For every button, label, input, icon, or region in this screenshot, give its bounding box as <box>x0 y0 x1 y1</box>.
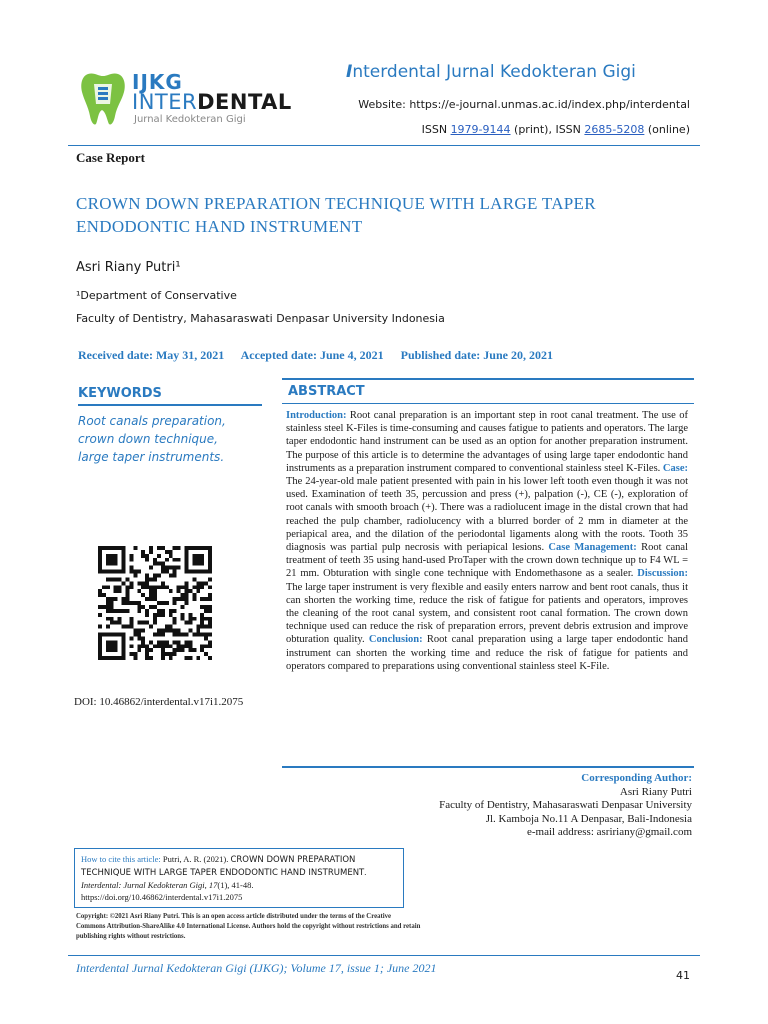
qr-code-icon <box>98 546 212 660</box>
article-type: Case Report <box>76 150 145 165</box>
tooth-logo-icon <box>80 70 126 128</box>
abstract-bottom-divider <box>282 766 694 768</box>
journal-logo <box>80 68 310 130</box>
issn-print-link[interactable]: 1979-9144 <box>450 123 511 136</box>
doi-link[interactable]: DOI: 10.46862/interdental.v17i1.2075 <box>74 696 244 708</box>
received-date: Received date: May 31, 2021 <box>78 348 225 362</box>
keywords-list: Root canals preparation, crown down technique, large taper instruments. <box>78 414 226 464</box>
published-date: Published date: June 20, 2021 <box>400 348 553 362</box>
copyright-notice: Copyright: ©2021 Asri Riany Putri. This is an open access article distributed under the terms of the Creative Commons Attribution-ShareAlike 4.0 International License. Authors hold the copyright without restrictions and retain publishing rights without restrictions. <box>76 913 421 940</box>
author-email[interactable]: e-mail address: asririany@gmail.com <box>527 826 692 838</box>
logo-ijkg: IJKG <box>132 70 183 94</box>
citation-doi-link[interactable]: (1), 41-48. https://doi.org/10.46862/interdental.v17i1.2075 <box>81 880 254 902</box>
page-number: 41 <box>676 969 690 982</box>
issn-online-link[interactable]: 2685-5208 <box>584 123 645 136</box>
keywords-divider <box>78 404 262 406</box>
affiliation-faculty: Faculty of Dentistry, Mahasaraswati Denpasar University Indonesia <box>76 312 445 325</box>
keywords-heading: KEYWORDS <box>78 386 162 401</box>
citation-box: How to cite this article: Putri, A. R. (2021). CROWN DOWN PREPARATION TECHNIQUE WITH LARGE TAPER ENDODONTIC HAND INSTRUMENT. Interdental: Jurnal Kedokteran Gigi, 17(1), 41-48. https://doi.org/10.46862/interdental.v17i1.2075 <box>74 848 404 908</box>
abstract-heading: ABSTRACT <box>288 384 365 399</box>
article-title: CROWN DOWN PREPARATION TECHNIQUE WITH LARGE TAPER ENDODONTIC HAND INSTRUMENT <box>76 194 596 236</box>
abstract-top-divider <box>282 378 694 380</box>
website-link[interactable]: https://e-journal.unmas.ac.id/index.php/interdental <box>409 98 690 111</box>
corresponding-author: Corresponding Author: Asri Riany Putri Faculty of Dentistry, Mahasaraswati Denpasar University Jl. Kamboja No.11 A Denpasar, Bali-Indonesia e-mail address: asririany@gmail.com <box>380 772 692 840</box>
issn-line: ISSN 1979-9144 (print), ISSN 2685-5208 (online) <box>421 123 690 136</box>
journal-website[interactable]: Website: https://e-journal.unmas.ac.id/index.php/interdental <box>358 98 690 111</box>
logo-interdental: INTERDENTAL <box>132 90 292 114</box>
abstract-text: Introduction: Root canal preparation is an important step in root canal treatment. The use of stainless steel K-Files is time-consuming and causes fatigue to patients and operators. The large taper endodontic hand instrument can be used as an option for another preparation instrument. The purpose of this article is to determine the advantages of using large taper endodontic hand instruments as a preparation instrument compared to conventional stainless steel K-Files. Case: The 24-year-old male patient presented with pain in his lower left tooth even though it was not used. Examination of teeth 35, percussion and press (+), palpation (-), CE (-), exploration of root canals with smooth broach (+). There was a radiolucent image in the distal crown that had reached the pulp chamber, radiolucency with a blurred border of 2 mm in diameter at the periapical area, and the dilation of the periodontal ligaments along with the roots. Tooth 35 diagnosis was partial pulp necrosis with periapical lesions. Case Management: Root canal treatment of teeth 35 using hand-used ProTaper with the crown down technique up to F4 WL = 21 mm. Obturation with single cone technique with Endomethasone as a sealer. Discussion: The large taper instrument is very flexible and easily enters narrow and bent root canals, thus it can shorten the working time, reduce the risk of fatigue for patients and operators, improves the cleaning of the root canal system, and consistent root canal formation. The crown down technique used can reduce the risk of preparation errors, prevent debris extrusion and improve obturation quality. Conclusion: Root canal preparation using a large taper endodontic hand instrument can shorten the working time and reduce the risk of fatigue for patients and operators compared to preparations using conventional stainless steel K-File. <box>286 410 689 672</box>
article-dates <box>78 348 698 363</box>
accepted-date: Accepted date: June 4, 2021 <box>240 348 384 362</box>
footer-divider <box>68 955 700 956</box>
logo-subtitle: Jurnal Kedokteran Gigi <box>134 114 246 125</box>
header-divider <box>68 145 700 146</box>
affiliation-department: ¹Department of Conservative <box>76 289 237 302</box>
author-name: Asri Riany Putri¹ <box>76 260 181 275</box>
journal-title: Interdental Jurnal Kedokteran Gigi <box>346 62 636 82</box>
abstract-heading-divider <box>282 403 694 404</box>
footer-journal-info: Interdental Jurnal Kedokteran Gigi (IJKG); Volume 17, issue 1; June 2021 <box>76 961 437 975</box>
